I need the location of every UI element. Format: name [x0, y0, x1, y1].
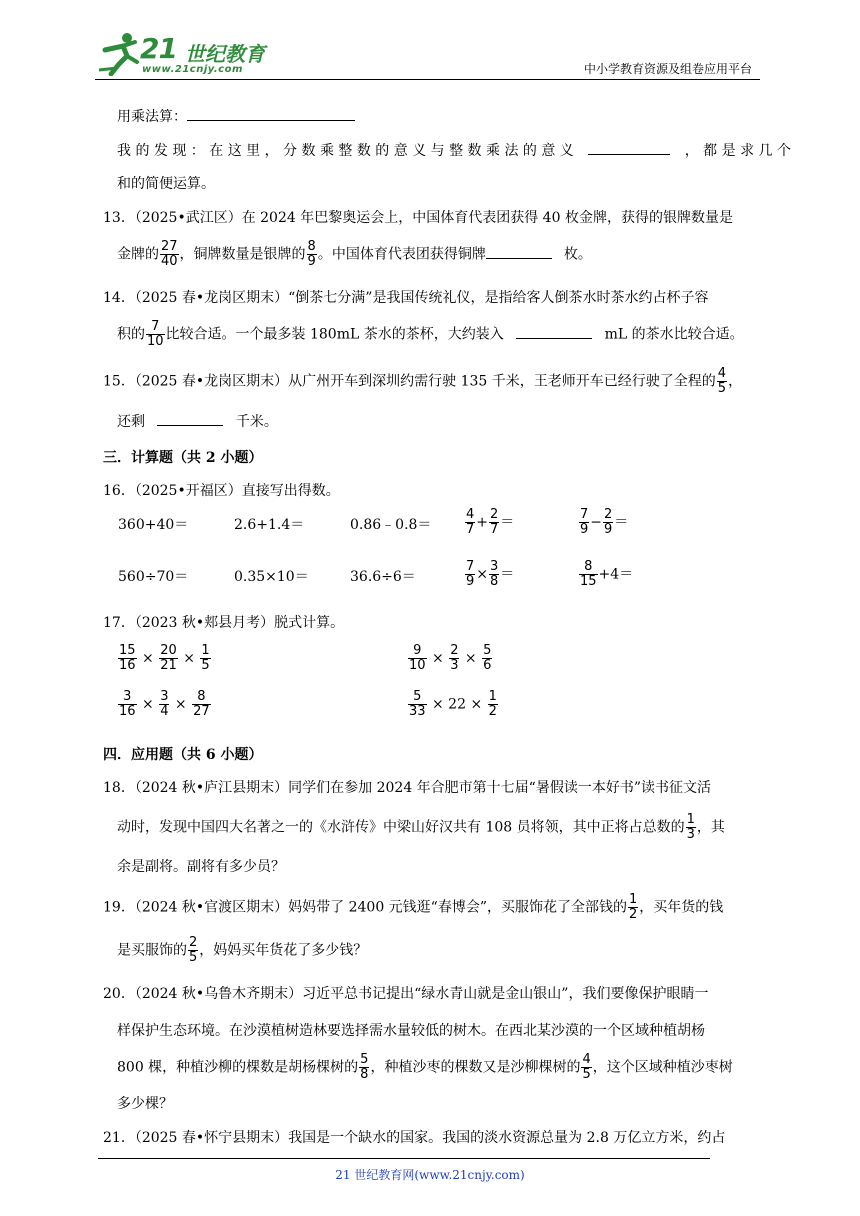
numerator: 8 — [197, 689, 206, 704]
section-heading — [103, 744, 263, 764]
question-15 — [103, 367, 742, 396]
numerator: 7 — [151, 319, 160, 334]
question-19-line2 — [117, 936, 367, 965]
fraction — [488, 690, 498, 719]
numerator: 2 — [604, 507, 613, 522]
question-13-line2 — [117, 240, 592, 269]
calc-item — [350, 514, 431, 534]
text: 余是副将。副将有多少员？ — [117, 859, 285, 875]
fraction — [465, 560, 475, 589]
text: 多少棵？ — [117, 1096, 173, 1112]
section-heading — [103, 447, 263, 467]
question-text: 14．（2025 春•龙岗区期末）“倒茶七分满”是我国传统礼仪，是指给客人倒茶水时茶水约占杯子容 — [103, 290, 709, 306]
fraction — [717, 367, 727, 396]
operator: × 22 × — [432, 696, 483, 713]
text: ，这个区域种植沙枣树 — [592, 1059, 733, 1076]
fraction — [146, 320, 165, 349]
fraction — [408, 644, 427, 673]
answer-blank[interactable] — [516, 324, 592, 339]
equals: ＝ — [500, 566, 515, 583]
question-21 — [103, 1127, 725, 1147]
logo-chinese-text: 世纪教育 — [185, 42, 265, 66]
text-line — [117, 140, 791, 160]
fraction — [628, 893, 638, 922]
denominator: 5 — [189, 950, 198, 965]
question-17 — [103, 612, 344, 632]
fraction — [359, 1053, 369, 1082]
fraction — [192, 690, 211, 719]
operator: × — [183, 650, 195, 667]
numerator: 20 — [160, 643, 177, 658]
denominator: 3 — [450, 658, 459, 673]
runner-logo-icon — [97, 30, 142, 76]
text: 。中国体育代表团获得铜牌 — [317, 246, 486, 263]
text: ， — [728, 373, 743, 390]
fraction — [579, 560, 598, 589]
text: ，种植沙枣的棵数又是沙柳棵树的 — [370, 1059, 581, 1076]
numerator: 1 — [201, 643, 210, 658]
denominator: 2 — [488, 704, 497, 719]
denominator: 40 — [161, 254, 178, 269]
text: ，买年货的钱 — [639, 899, 724, 916]
denominator: 9 — [604, 522, 613, 537]
question-14 — [103, 287, 708, 307]
text-line — [117, 106, 355, 126]
expression: 2.6+1.4＝ — [234, 517, 305, 533]
question-text: 18．（2024 秋•庐江县期末）同学们在参加 2024 年合肥市第十七届“暑假读一本好书”读书征文活 — [103, 780, 711, 796]
numerator: 1 — [488, 689, 497, 704]
answer-blank[interactable] — [588, 140, 670, 155]
numerator: 2 — [189, 935, 198, 950]
text: ， 都 是 求 几 个 — [684, 143, 791, 159]
answer-blank[interactable] — [187, 106, 355, 121]
calc-item — [464, 560, 514, 589]
denominator: 9 — [307, 254, 316, 269]
fraction — [603, 508, 613, 537]
numerator: 4 — [717, 366, 727, 381]
question-text: 21．（2025 春•怀宁县期末）我国是一个缺水的国家。我国的淡水资源总量为 2.8 万亿立方米，约占 — [103, 1130, 726, 1146]
denominator: 2 — [629, 907, 638, 922]
expression: +4＝ — [598, 566, 634, 583]
page-header — [95, 30, 760, 80]
header-divider — [95, 79, 760, 80]
numerator: 8 — [307, 239, 316, 254]
denominator: 10 — [409, 658, 426, 673]
question-20 — [103, 983, 708, 1003]
operator: × — [174, 696, 187, 713]
expression: 0.35×10＝ — [234, 569, 309, 585]
numerator: 8 — [584, 559, 593, 574]
question-13 — [103, 207, 733, 227]
logo-text: 21 — [140, 32, 177, 65]
section-title: 三．计算题（共 2 小题） — [103, 450, 263, 466]
numerator: 3 — [490, 559, 499, 574]
numerator: 3 — [123, 689, 132, 704]
denominator: 7 — [466, 522, 475, 537]
equals: ＝ — [500, 514, 515, 531]
denominator: 33 — [409, 704, 426, 719]
question-text: 19．（2024 秋•官渡区期末）妈妈带了 2400 元钱逛“春博会”，买服饰花了全部钱的 — [103, 899, 627, 916]
operator: + — [476, 514, 489, 531]
operator: − — [590, 514, 603, 531]
calc-item — [234, 514, 304, 534]
denominator: 8 — [490, 574, 499, 589]
numerator: 1 — [629, 892, 638, 907]
denominator: 8 — [360, 1067, 369, 1082]
text: 和的简便运算。 — [117, 176, 215, 192]
calc-item — [118, 514, 188, 534]
fraction — [188, 936, 198, 965]
fraction — [581, 1053, 591, 1082]
denominator: 3 — [686, 827, 695, 842]
question-18-line2 — [117, 813, 725, 842]
calc-expression — [117, 644, 212, 673]
fraction — [489, 560, 499, 589]
text: 动时，发现中国四大名著之一的《水浒传》中梁山好汉共有 108 员将领，其中正将占总数的 — [117, 819, 685, 836]
denominator: 7 — [490, 522, 499, 537]
numerator: 1 — [686, 812, 695, 827]
denominator: 5 — [717, 381, 727, 396]
calc-expression — [117, 690, 212, 719]
operator: × — [142, 650, 154, 667]
question-text: 20．（2024 秋•乌鲁木齐期末）习近平总书记提出“绿水青山就是金山银山”，我们要像保护眼睛一 — [103, 986, 709, 1002]
numerator: 7 — [466, 559, 475, 574]
section-title: 四．应用题（共 6 小题） — [103, 747, 263, 763]
denominator: 9 — [466, 574, 475, 589]
text: 积的 — [117, 326, 145, 343]
numerator: 5 — [360, 1052, 369, 1067]
text-line — [117, 173, 215, 193]
fraction — [465, 508, 475, 537]
denominator: 9 — [580, 522, 589, 537]
fraction — [159, 644, 178, 673]
numerator: 9 — [413, 643, 422, 658]
calc-expression — [407, 644, 493, 673]
fraction — [160, 240, 179, 269]
text: ，妈妈买年货花了多少钱？ — [199, 942, 368, 959]
fraction — [200, 644, 210, 673]
calc-item — [234, 566, 309, 586]
numerator: 2 — [450, 643, 459, 658]
fraction — [159, 690, 169, 719]
expression: 560÷70＝ — [118, 569, 189, 585]
text: ，铜牌数量是银牌的 — [179, 246, 306, 263]
expression: 360+40＝ — [118, 517, 189, 533]
fraction — [307, 240, 317, 269]
operator: × — [142, 696, 154, 713]
fraction — [579, 508, 589, 537]
fraction — [482, 644, 492, 673]
question-16 — [103, 480, 340, 500]
text: 样保护生态环境。在沙漠植树造林要选择需水量较低的树木。在西北某沙漠的一个区域种植胡杨 — [117, 1023, 705, 1039]
operator: × — [432, 650, 444, 667]
numerator: 7 — [580, 507, 589, 522]
calc-item — [464, 508, 514, 537]
question-text: 13．（2025•武江区）在 2024 年巴黎奥运会上，中国体育代表团获得 40 枚金牌，获得的银牌数量是 — [103, 210, 733, 226]
operator: × — [476, 566, 489, 583]
question-text: 17．（2023 秋•郏县月考）脱式计算。 — [103, 615, 345, 631]
denominator: 21 — [160, 658, 177, 673]
calc-item — [118, 566, 188, 586]
question-text: 16．（2025•开福区）直接写出得数。 — [103, 483, 340, 499]
text: 我 的 发 现 ： 在 这 里 ， 分 数 乘 整 数 的 意 义 与 整 数 乘 法 的 意 义 — [117, 143, 574, 159]
question-18 — [103, 777, 711, 797]
numerator: 5 — [483, 643, 492, 658]
text: ，其 — [696, 819, 725, 836]
denominator: 15 — [580, 574, 597, 589]
answer-blank[interactable] — [157, 411, 223, 426]
text: 是买服饰的 — [117, 942, 187, 959]
equals: ＝ — [614, 514, 629, 531]
question-19 — [103, 893, 723, 922]
question-20-line2 — [117, 1020, 705, 1040]
fraction — [118, 690, 137, 719]
fraction — [118, 644, 137, 673]
denominator: 16 — [119, 704, 136, 719]
text: 金牌的 — [117, 246, 159, 263]
denominator: 5 — [201, 658, 210, 673]
calc-expression — [407, 690, 499, 719]
denominator: 27 — [193, 704, 210, 719]
fraction — [686, 813, 696, 842]
question-text: 15．（2025 春•龙岗区期末）从广州开车到深圳约需行驶 135 千米，王老师开车已经行驶了全程的 — [103, 373, 716, 390]
fraction — [449, 644, 459, 673]
denominator: 5 — [582, 1067, 591, 1082]
expression: 36.6÷6＝ — [350, 569, 416, 585]
calc-item — [578, 508, 628, 537]
answer-blank[interactable] — [486, 244, 552, 259]
expression: 0.86﹣0.8＝ — [350, 517, 432, 533]
text: 还剩 — [117, 414, 145, 430]
fraction — [408, 690, 427, 719]
question-18-line3 — [117, 856, 285, 876]
numerator: 5 — [413, 689, 422, 704]
numerator: 4 — [466, 507, 475, 522]
text: 千米。 — [235, 414, 278, 430]
footer-text: 21 世纪教育网(www.21cnjy.com) — [335, 1168, 525, 1182]
numerator: 2 — [490, 507, 499, 522]
fraction — [489, 508, 499, 537]
logo-url: www.21cnjy.com — [142, 64, 243, 75]
denominator: 16 — [119, 658, 136, 673]
numerator: 3 — [160, 689, 169, 704]
footer-divider — [98, 1158, 710, 1159]
question-15-line2 — [117, 411, 278, 431]
text: 800 棵，种植沙柳的棵数是胡杨棵树的 — [117, 1059, 359, 1076]
calc-item — [578, 560, 633, 589]
text: 枚。 — [563, 246, 592, 263]
text: 比较合适。一个最多装 180mL 茶水的茶杯，大约装入 — [165, 326, 504, 343]
numerator: 27 — [161, 239, 178, 254]
numerator: 4 — [582, 1052, 591, 1067]
denominator: 10 — [147, 334, 164, 349]
denominator: 6 — [483, 658, 492, 673]
header-platform-text: 中小学教育资源及组卷应用平台 — [583, 62, 752, 76]
operator: × — [464, 650, 477, 667]
calc-item — [350, 566, 416, 586]
numerator: 15 — [119, 643, 136, 658]
question-14-line2 — [117, 320, 744, 349]
text: 用乘法算： — [117, 109, 187, 125]
question-20-line3 — [117, 1053, 733, 1082]
text: mL 的茶水比较合适。 — [604, 326, 744, 343]
question-20-line4 — [117, 1093, 173, 1113]
denominator: 4 — [160, 704, 169, 719]
